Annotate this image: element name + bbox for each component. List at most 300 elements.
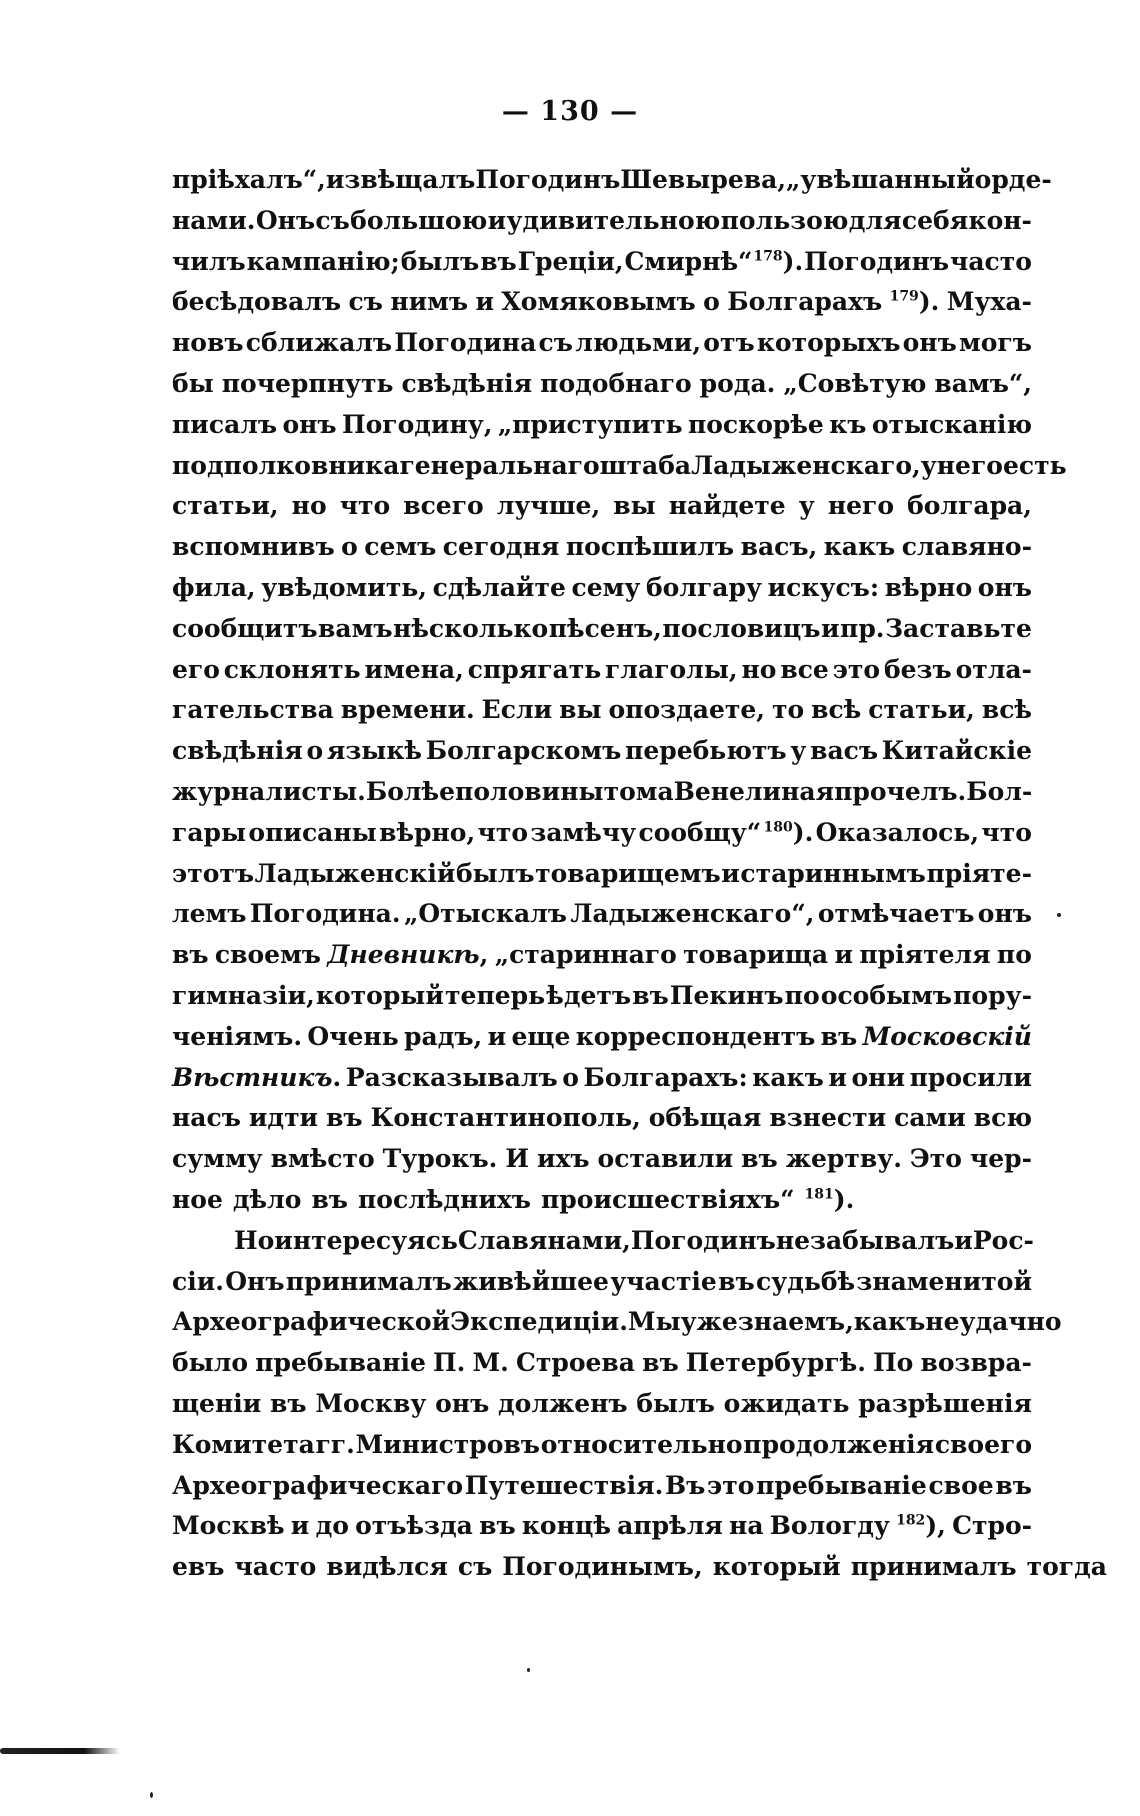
text-fragment: и bbox=[834, 940, 854, 970]
text-fragment: пословицъ bbox=[662, 613, 821, 643]
text-fragment: интересуясь bbox=[274, 1225, 458, 1255]
word bbox=[686, 1343, 866, 1384]
text-fragment: Министровъ bbox=[355, 1429, 540, 1459]
text-fragment: и bbox=[954, 1225, 973, 1255]
text-fragment: ихъ bbox=[536, 1144, 590, 1174]
word bbox=[670, 976, 784, 1017]
italic-title: Вѣстникъ bbox=[172, 1062, 333, 1092]
text-fragment: онъ bbox=[435, 1388, 490, 1418]
word bbox=[404, 1017, 482, 1058]
text-fragment: видѣлся bbox=[326, 1552, 448, 1582]
text-fragment: перебьютъ bbox=[625, 736, 787, 766]
word bbox=[982, 690, 1032, 731]
text-fragment: пользою bbox=[720, 205, 849, 235]
text-fragment: онъ bbox=[977, 899, 1032, 929]
word bbox=[572, 568, 641, 609]
text-fragment: о bbox=[562, 1062, 579, 1092]
word bbox=[371, 1098, 641, 1139]
text-fragment: журналисты. bbox=[172, 776, 366, 806]
word bbox=[885, 568, 972, 609]
word bbox=[458, 1221, 631, 1262]
text-fragment: Греціи, bbox=[517, 246, 624, 276]
text-fragment: Москвѣ bbox=[172, 1511, 285, 1541]
word bbox=[772, 690, 804, 731]
word bbox=[282, 405, 336, 446]
text-fragment: Болгарскомъ bbox=[425, 736, 622, 766]
text-line bbox=[172, 1262, 1032, 1303]
word bbox=[902, 527, 1032, 568]
text-fragment: всего bbox=[403, 491, 484, 521]
word bbox=[570, 894, 814, 935]
word bbox=[455, 772, 604, 813]
text-fragment: пребываніе bbox=[255, 1348, 426, 1378]
text-fragment: „стариннаго bbox=[494, 940, 677, 970]
word bbox=[326, 1098, 363, 1139]
text-fragment: склонять bbox=[223, 654, 361, 684]
word bbox=[172, 1425, 315, 1466]
text-fragment: кампанію; bbox=[246, 246, 400, 276]
word bbox=[480, 242, 517, 283]
text-fragment: Очень bbox=[307, 1021, 399, 1051]
text-fragment: оставили bbox=[597, 1144, 734, 1174]
text-fragment: Петербургѣ. bbox=[685, 1348, 866, 1378]
word bbox=[885, 609, 1032, 650]
word bbox=[172, 894, 246, 935]
text-fragment: живѣйшее bbox=[452, 1266, 609, 1296]
word bbox=[404, 894, 567, 935]
scan-speck bbox=[150, 1792, 153, 1798]
word bbox=[497, 486, 600, 527]
text-fragment: Вологду bbox=[769, 1511, 890, 1541]
word bbox=[498, 1384, 628, 1425]
text-fragment: пребываніе bbox=[756, 1470, 927, 1500]
word bbox=[546, 976, 631, 1017]
text-fragment: людьми, bbox=[575, 328, 702, 358]
text-fragment: еще bbox=[511, 1021, 571, 1051]
word bbox=[834, 772, 966, 813]
text-fragment: замѣчу bbox=[530, 817, 637, 847]
text-fragment: но bbox=[291, 491, 327, 521]
word bbox=[707, 1466, 754, 1507]
word bbox=[172, 935, 209, 976]
word bbox=[559, 690, 601, 731]
word bbox=[959, 323, 1032, 364]
word bbox=[541, 1425, 743, 1466]
word bbox=[741, 1139, 778, 1180]
word bbox=[700, 364, 776, 405]
text-line bbox=[172, 568, 1032, 609]
word bbox=[172, 690, 334, 731]
word bbox=[776, 1221, 810, 1262]
text-line bbox=[172, 201, 1032, 242]
word bbox=[783, 364, 926, 405]
word bbox=[256, 201, 315, 242]
word bbox=[743, 1425, 934, 1466]
word bbox=[729, 1506, 764, 1547]
text-fragment: „Совѣтую bbox=[783, 368, 927, 398]
text-fragment: это bbox=[832, 654, 881, 684]
text-fragment: Погодинъ bbox=[804, 246, 950, 276]
text-fragment: Археографической bbox=[172, 1307, 451, 1337]
word bbox=[953, 976, 1032, 1017]
word bbox=[394, 323, 536, 364]
word bbox=[890, 282, 940, 323]
word bbox=[507, 201, 721, 242]
text-fragment: Если bbox=[481, 695, 553, 725]
text-fragment: отла- bbox=[955, 654, 1032, 684]
text-line bbox=[172, 323, 1032, 364]
text-fragment: Венелина bbox=[673, 776, 816, 806]
text-fragment: особымъ bbox=[820, 980, 952, 1010]
text-fragment: Константинополь, bbox=[370, 1103, 641, 1133]
text-fragment: ное bbox=[172, 1184, 223, 1214]
word bbox=[786, 160, 975, 201]
word bbox=[649, 1098, 762, 1139]
word bbox=[172, 1098, 241, 1139]
text-line bbox=[172, 1017, 1032, 1058]
word bbox=[433, 1343, 465, 1384]
text-fragment: „увѣшанный bbox=[786, 165, 975, 194]
text-fragment: идти bbox=[248, 1103, 319, 1133]
word bbox=[576, 1017, 816, 1058]
word bbox=[540, 364, 691, 405]
word bbox=[172, 446, 399, 487]
word bbox=[903, 323, 957, 364]
word bbox=[315, 1425, 354, 1466]
word bbox=[810, 1221, 954, 1262]
text-fragment: обѣщая bbox=[648, 1103, 762, 1133]
word bbox=[894, 1098, 966, 1139]
word bbox=[516, 1343, 635, 1384]
text-fragment: рода. bbox=[699, 368, 776, 398]
text-fragment: не bbox=[775, 1225, 811, 1255]
text-fragment: въ bbox=[632, 980, 669, 1010]
word bbox=[662, 609, 820, 650]
text-line bbox=[172, 527, 1032, 568]
word bbox=[799, 486, 815, 527]
word bbox=[727, 282, 882, 323]
text-fragment: тома bbox=[603, 776, 674, 806]
word bbox=[566, 527, 734, 568]
word bbox=[172, 854, 254, 895]
text-fragment: онъ bbox=[902, 328, 957, 358]
text-fragment: отъѣзда bbox=[355, 1511, 473, 1541]
word bbox=[358, 1180, 531, 1221]
word bbox=[764, 813, 814, 854]
text-fragment: уже bbox=[680, 1307, 738, 1337]
text-fragment: фила, bbox=[172, 572, 256, 602]
text-fragment: Стро- bbox=[952, 1511, 1032, 1541]
text-fragment: Мы bbox=[627, 1307, 681, 1337]
word bbox=[286, 1262, 452, 1303]
text-line bbox=[172, 1506, 1032, 1547]
text-fragment: Погодинъ bbox=[630, 1225, 776, 1255]
text-fragment: былъ bbox=[455, 858, 535, 888]
word bbox=[172, 731, 303, 772]
text-fragment: подполковника bbox=[172, 450, 400, 480]
text-fragment: своемъ bbox=[214, 940, 321, 970]
text-fragment: нимъ bbox=[390, 287, 469, 317]
text-fragment: тогда bbox=[1026, 1552, 1107, 1582]
word bbox=[445, 976, 545, 1017]
word bbox=[255, 854, 456, 895]
footnote-ref: 182 bbox=[896, 1512, 926, 1529]
word bbox=[600, 446, 691, 487]
text-fragment: о bbox=[703, 287, 720, 317]
word bbox=[947, 282, 1032, 323]
text-fragment: отъ bbox=[703, 328, 755, 358]
word bbox=[925, 1302, 1061, 1343]
word bbox=[575, 323, 701, 364]
text-line bbox=[172, 1180, 1032, 1221]
text-fragment: пр. bbox=[840, 613, 885, 643]
text-fragment: евъ bbox=[172, 1552, 225, 1582]
text-fragment: забывалъ bbox=[810, 1225, 955, 1255]
text-fragment: семъ bbox=[364, 532, 437, 562]
word bbox=[970, 1139, 1032, 1180]
text-fragment: въ bbox=[480, 246, 517, 276]
text-fragment: которыхъ bbox=[756, 328, 901, 358]
text-fragment: опоздаете, bbox=[608, 695, 765, 725]
text-fragment: происшествіяхъ“ bbox=[541, 1184, 795, 1214]
page-number: — 130 — bbox=[501, 96, 639, 127]
text-fragment: ченіямъ. bbox=[172, 1021, 303, 1051]
text-line bbox=[172, 405, 1032, 446]
text-fragment: пору- bbox=[953, 980, 1032, 1010]
word bbox=[896, 1506, 946, 1547]
text-fragment: его bbox=[172, 654, 220, 684]
word bbox=[172, 1017, 302, 1058]
text-fragment: Китайскіе bbox=[881, 736, 1032, 766]
word bbox=[997, 935, 1032, 976]
text-fragment: это bbox=[707, 1470, 755, 1500]
word bbox=[399, 446, 599, 487]
text-fragment: найдете bbox=[668, 491, 786, 521]
text-fragment: Строева bbox=[515, 1348, 635, 1378]
text-fragment: пріѣхалъ“, bbox=[172, 165, 326, 194]
text-fragment: Болгарахъ bbox=[727, 287, 883, 317]
text-fragment: свое bbox=[928, 1470, 994, 1500]
text-fragment: имена, bbox=[364, 654, 464, 684]
text-fragment: въ bbox=[311, 1184, 348, 1214]
text-fragment: всѣ bbox=[811, 695, 862, 725]
word bbox=[172, 1139, 263, 1180]
text-fragment: поскорѣе bbox=[687, 409, 824, 439]
text-fragment: сами bbox=[894, 1103, 966, 1133]
text-fragment: Пекинъ bbox=[669, 980, 784, 1010]
word bbox=[255, 1343, 426, 1384]
text-fragment: въ bbox=[642, 1348, 679, 1378]
text-fragment: жертву. bbox=[785, 1144, 902, 1174]
word bbox=[995, 1466, 1032, 1507]
word bbox=[535, 854, 721, 895]
text-fragment: и bbox=[828, 1062, 847, 1092]
word bbox=[907, 486, 1032, 527]
text-fragment: Смирнѣ“ bbox=[624, 246, 753, 276]
word bbox=[172, 405, 277, 446]
text-fragment: генеральнаго bbox=[399, 450, 600, 480]
word bbox=[910, 1058, 1032, 1099]
word bbox=[172, 1343, 248, 1384]
text-fragment: который bbox=[315, 980, 444, 1010]
text-fragment: по bbox=[996, 940, 1032, 970]
text-fragment: въ bbox=[479, 1511, 516, 1541]
text-fragment: въ bbox=[270, 1388, 307, 1418]
word bbox=[956, 650, 1032, 691]
word bbox=[757, 323, 901, 364]
word bbox=[934, 364, 1032, 405]
text-fragment: корреспондентъ bbox=[575, 1021, 816, 1051]
text-fragment: Бол- bbox=[966, 776, 1033, 806]
word bbox=[456, 854, 535, 895]
text-fragment: пріятеля bbox=[859, 940, 991, 970]
text-fragment: относительно bbox=[540, 1429, 743, 1459]
word bbox=[316, 1506, 349, 1547]
footnote-ref: 180 bbox=[763, 819, 793, 836]
word bbox=[718, 1262, 755, 1303]
text-fragment: на bbox=[729, 1511, 764, 1541]
text-fragment: дѣло bbox=[232, 1184, 302, 1214]
text-fragment: И bbox=[505, 1144, 529, 1174]
text-fragment: для bbox=[848, 205, 902, 235]
word bbox=[475, 282, 494, 323]
text-fragment: и bbox=[487, 205, 507, 235]
text-fragment: безъ bbox=[883, 654, 952, 684]
text-line bbox=[172, 1547, 1107, 1588]
word bbox=[674, 772, 816, 813]
text-fragment: Заставьте bbox=[885, 613, 1032, 643]
text-fragment: искусъ: bbox=[767, 572, 880, 602]
text-fragment: кон- bbox=[968, 205, 1032, 235]
text-fragment: неудачно bbox=[925, 1307, 1062, 1337]
text-fragment: ожидать bbox=[723, 1388, 850, 1418]
word bbox=[738, 1302, 854, 1343]
text-line bbox=[172, 242, 1032, 283]
text-fragment: бы bbox=[172, 368, 214, 398]
word bbox=[307, 1017, 398, 1058]
text-fragment: подобнаго bbox=[540, 368, 692, 398]
text-fragment: просили bbox=[909, 1062, 1032, 1092]
text-fragment: Въ bbox=[665, 1470, 706, 1500]
word bbox=[364, 650, 463, 691]
word bbox=[978, 568, 1032, 609]
word bbox=[780, 650, 829, 691]
text-fragment: Путешествія. bbox=[464, 1470, 664, 1500]
text-line bbox=[172, 1058, 1032, 1099]
word bbox=[973, 1221, 1034, 1262]
text-fragment: писалъ bbox=[172, 409, 278, 439]
word bbox=[613, 486, 655, 527]
word bbox=[306, 731, 323, 772]
text-fragment: ). bbox=[782, 246, 804, 276]
word bbox=[921, 1343, 1032, 1384]
text-fragment: лемъ bbox=[172, 899, 247, 929]
text-fragment: щеніи bbox=[172, 1388, 262, 1418]
text-fragment: могъ bbox=[959, 328, 1032, 358]
word bbox=[816, 813, 979, 854]
text-fragment: Рос- bbox=[972, 1225, 1034, 1255]
text-fragment: П. bbox=[433, 1348, 466, 1378]
word bbox=[539, 323, 573, 364]
word bbox=[458, 1547, 492, 1588]
text-fragment: всѣ bbox=[981, 695, 1032, 725]
text-fragment: какъ bbox=[853, 1307, 926, 1337]
word bbox=[872, 405, 1032, 446]
word bbox=[975, 160, 1052, 201]
text-fragment: ). bbox=[918, 287, 940, 317]
text-fragment: гары bbox=[172, 817, 247, 847]
text-fragment: вамъ bbox=[318, 613, 393, 643]
word bbox=[828, 1058, 847, 1099]
word bbox=[854, 1302, 925, 1343]
word bbox=[315, 1384, 426, 1425]
scan-speck bbox=[527, 1668, 530, 1672]
italic-title: Дневникѣ bbox=[327, 940, 480, 970]
word bbox=[818, 894, 975, 935]
text-fragment: сему bbox=[571, 572, 641, 602]
text-fragment: увѣдомить, bbox=[261, 572, 427, 602]
text-line bbox=[172, 1139, 1032, 1180]
text-fragment: половины bbox=[455, 776, 604, 806]
text-fragment: гг. bbox=[315, 1429, 355, 1459]
text-fragment: бесѣдовалъ bbox=[172, 287, 342, 317]
text-fragment: почерпнуть bbox=[221, 368, 394, 398]
text-fragment: гимназіи, bbox=[172, 980, 315, 1010]
word bbox=[537, 1139, 590, 1180]
text-fragment: Погодинъ bbox=[475, 165, 621, 194]
text-fragment: Экспедиціи. bbox=[450, 1307, 628, 1337]
word bbox=[426, 731, 622, 772]
text-fragment: взнести bbox=[769, 1103, 887, 1133]
word bbox=[172, 1180, 223, 1221]
word bbox=[609, 690, 765, 731]
word bbox=[790, 731, 806, 772]
text-fragment: было bbox=[172, 1348, 249, 1378]
text-fragment: часто bbox=[950, 246, 1032, 276]
word bbox=[172, 1506, 285, 1547]
text-fragment: у bbox=[920, 450, 937, 480]
word bbox=[620, 160, 786, 201]
text-fragment: всю bbox=[973, 1103, 1032, 1133]
word bbox=[326, 160, 476, 201]
text-fragment: знаемъ, bbox=[737, 1307, 854, 1337]
text-fragment: „Отыскалъ bbox=[403, 899, 567, 929]
word bbox=[849, 201, 902, 242]
word bbox=[172, 609, 318, 650]
text-line bbox=[172, 282, 1032, 323]
word bbox=[172, 568, 256, 609]
text-line bbox=[172, 1384, 1032, 1425]
word bbox=[741, 527, 818, 568]
text-fragment: въ bbox=[326, 1103, 363, 1133]
word bbox=[884, 650, 952, 691]
text-fragment: былъ bbox=[400, 246, 480, 276]
text-line bbox=[172, 1221, 1032, 1262]
word bbox=[821, 609, 840, 650]
text-fragment: Болгарахъ: bbox=[583, 1062, 748, 1092]
word bbox=[631, 1221, 776, 1262]
word bbox=[950, 242, 1032, 283]
text-fragment: языкѣ bbox=[326, 736, 422, 766]
word bbox=[401, 242, 480, 283]
word bbox=[851, 1547, 1017, 1588]
word bbox=[172, 976, 315, 1017]
text-fragment: участіе bbox=[610, 1266, 717, 1296]
word bbox=[625, 731, 787, 772]
word bbox=[366, 772, 455, 813]
text-fragment: принималъ bbox=[285, 1266, 452, 1296]
word bbox=[724, 1384, 850, 1425]
